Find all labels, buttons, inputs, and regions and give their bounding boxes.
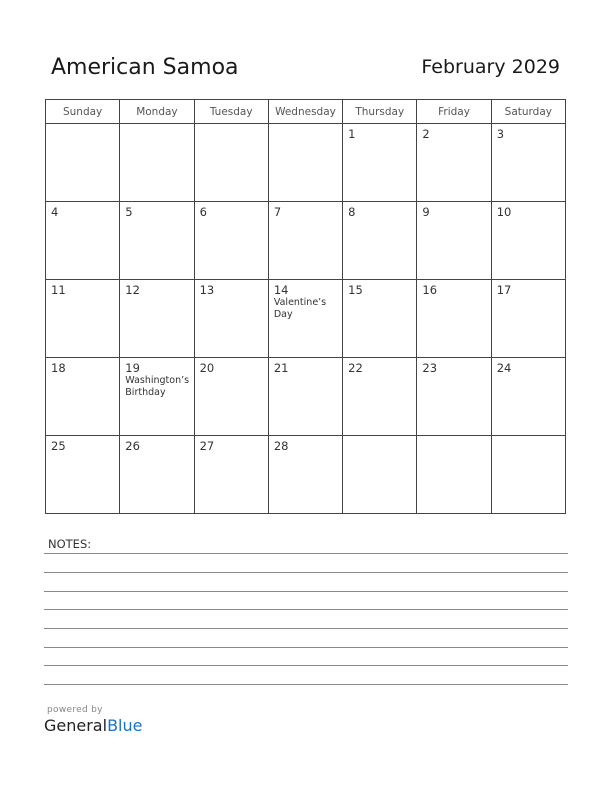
day-number: 11 bbox=[51, 283, 66, 297]
day-number: 10 bbox=[496, 205, 512, 219]
holiday-label: Washington’s Birthday bbox=[125, 375, 190, 398]
day-cell bbox=[343, 358, 417, 436]
day-cell bbox=[268, 124, 342, 202]
day-cell bbox=[194, 436, 268, 514]
generalblue-logo bbox=[44, 716, 142, 735]
day-number: 19 bbox=[125, 361, 140, 375]
day-cell bbox=[194, 124, 268, 202]
brand-general: General bbox=[44, 716, 108, 735]
day-number: 28 bbox=[273, 439, 289, 453]
calendar-month-title: February 2029 bbox=[421, 56, 560, 78]
calendar-country-title: American Samoa bbox=[51, 55, 239, 80]
day-cell bbox=[343, 280, 417, 358]
powered-by-text: powered by bbox=[47, 705, 103, 715]
note-line bbox=[44, 647, 568, 648]
note-line bbox=[44, 591, 568, 592]
day-cell bbox=[417, 124, 491, 202]
day-cell bbox=[120, 280, 194, 358]
day-number: 4 bbox=[51, 205, 59, 219]
week-row bbox=[46, 436, 566, 514]
week-row bbox=[46, 280, 566, 358]
day-number: 6 bbox=[199, 205, 207, 219]
day-cell bbox=[491, 358, 565, 436]
day-number: 22 bbox=[348, 361, 363, 375]
weekday-tuesday: Tuesday bbox=[194, 100, 268, 124]
day-cell bbox=[491, 202, 565, 280]
day-cell bbox=[343, 202, 417, 280]
day-number: 26 bbox=[125, 439, 140, 453]
day-cell bbox=[46, 280, 120, 358]
day-cell bbox=[194, 202, 268, 280]
day-cell bbox=[268, 358, 342, 436]
notes-label: NOTES: bbox=[48, 537, 92, 551]
day-number: 27 bbox=[199, 439, 215, 453]
day-number: 13 bbox=[199, 283, 215, 297]
note-line bbox=[44, 684, 568, 685]
day-number: 14 bbox=[273, 283, 289, 297]
note-line bbox=[44, 628, 568, 629]
day-cell bbox=[194, 358, 268, 436]
day-cell bbox=[268, 202, 342, 280]
weekday-monday: Monday bbox=[120, 100, 194, 124]
day-number: 2 bbox=[422, 127, 430, 141]
weekday-thursday: Thursday bbox=[343, 100, 417, 124]
day-cell bbox=[120, 436, 194, 514]
day-number: 5 bbox=[125, 205, 133, 219]
holiday-label: Valentine’s Day bbox=[273, 297, 327, 320]
day-number: 23 bbox=[422, 361, 438, 375]
day-cell bbox=[343, 124, 417, 202]
day-cell bbox=[268, 436, 342, 514]
note-line bbox=[44, 609, 568, 610]
calendar-grid bbox=[45, 99, 566, 514]
weekday-wednesday: Wednesday bbox=[268, 100, 342, 124]
day-number: 18 bbox=[51, 361, 66, 375]
day-number: 8 bbox=[348, 205, 356, 219]
day-number: 1 bbox=[348, 127, 356, 141]
weekday-friday: Friday bbox=[417, 100, 491, 124]
week-row bbox=[46, 202, 566, 280]
day-cell bbox=[46, 436, 120, 514]
day-cell bbox=[491, 124, 565, 202]
note-line bbox=[44, 572, 568, 573]
day-cell bbox=[417, 436, 491, 514]
day-number: 3 bbox=[496, 127, 505, 141]
day-number: 15 bbox=[348, 283, 363, 297]
day-cell bbox=[491, 436, 565, 514]
day-cell bbox=[417, 202, 491, 280]
day-cell bbox=[120, 202, 194, 280]
day-number: 24 bbox=[496, 361, 512, 375]
day-cell bbox=[194, 280, 268, 358]
day-cell bbox=[120, 124, 194, 202]
weekday-header-row bbox=[46, 100, 566, 124]
day-cell bbox=[268, 280, 342, 358]
brand-blue: Blue bbox=[107, 716, 143, 735]
note-line bbox=[44, 665, 568, 666]
day-cell bbox=[46, 202, 120, 280]
day-cell bbox=[417, 358, 491, 436]
day-number: 12 bbox=[125, 283, 140, 297]
day-number: 25 bbox=[51, 439, 66, 453]
day-number: 16 bbox=[422, 283, 438, 297]
day-number: 9 bbox=[422, 205, 430, 219]
day-cell bbox=[491, 280, 565, 358]
week-row bbox=[46, 358, 566, 436]
day-number: 21 bbox=[273, 361, 289, 375]
day-cell bbox=[120, 358, 194, 436]
weekday-sunday: Sunday bbox=[46, 100, 120, 124]
day-number: 7 bbox=[273, 205, 282, 219]
day-cell bbox=[46, 124, 120, 202]
note-line bbox=[44, 553, 568, 554]
day-cell bbox=[46, 358, 120, 436]
day-cell bbox=[343, 436, 417, 514]
day-cell bbox=[417, 280, 491, 358]
day-number: 20 bbox=[199, 361, 215, 375]
week-row bbox=[46, 124, 566, 202]
day-number: 17 bbox=[496, 283, 512, 297]
weekday-saturday: Saturday bbox=[491, 100, 565, 124]
